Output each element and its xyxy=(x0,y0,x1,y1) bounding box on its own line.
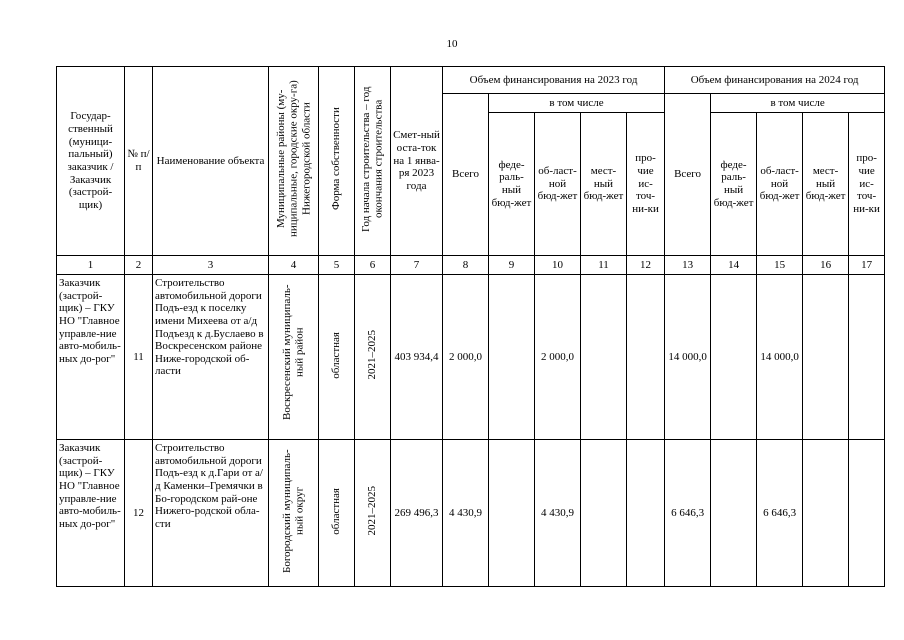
column-number: 3 xyxy=(153,256,269,275)
header-years xyxy=(355,67,391,256)
column-numbers-row xyxy=(57,256,885,275)
cell-other-2023 xyxy=(627,440,665,587)
column-number: 8 xyxy=(443,256,489,275)
cell-years xyxy=(355,275,391,440)
header-total-2023: Всего xyxy=(443,94,489,256)
cell-district-text: Богородский муниципаль-ный округ xyxy=(280,449,306,573)
cell-regional-2024: 6 646,3 xyxy=(757,440,803,587)
table-row xyxy=(57,440,885,587)
cell-customer: Заказчик (застрой-щик) – ГКУ НО "Главное управле-ние авто-мобиль-ных до-рог" xyxy=(57,440,125,587)
column-number: 6 xyxy=(355,256,391,275)
cell-ownership-text: областная xyxy=(330,331,343,379)
header-number: № п/п xyxy=(125,67,153,256)
cell-federal-2024 xyxy=(711,440,757,587)
cell-other-2023 xyxy=(627,275,665,440)
cell-object-name: Строительство автомобильной дороги Подъ-езд к поселку имени Михеева от а/д Подъезд к д.Буслаево в Воскресенском районе Ниже-городской об-ласти xyxy=(153,275,269,440)
header-funding-2024: Объем финансирования на 2024 год xyxy=(665,67,885,94)
header-including-2024: в том числе xyxy=(711,94,885,113)
cell-federal-2024 xyxy=(711,275,757,440)
header-regional-2024: об-ласт-ной бюд-жет xyxy=(757,113,803,256)
cell-local-2024 xyxy=(803,275,849,440)
column-number: 5 xyxy=(319,256,355,275)
column-number: 1 xyxy=(57,256,125,275)
column-number: 4 xyxy=(269,256,319,275)
cell-estimate: 269 496,3 xyxy=(391,440,443,587)
header-other-2024: про-чие ис-точ-ни-ки xyxy=(849,113,885,256)
header-districts-text: Муниципальные районы (му-ниципальные, городские окру-га) Нижегородской области xyxy=(274,80,312,238)
cell-number: 12 xyxy=(125,440,153,587)
cell-customer: Заказчик (застрой-щик) – ГКУ НО "Главное управле-ние авто-мобиль-ных до-рог" xyxy=(57,275,125,440)
cell-regional-2024: 14 000,0 xyxy=(757,275,803,440)
cell-federal-2023 xyxy=(489,440,535,587)
column-number: 16 xyxy=(803,256,849,275)
header-districts xyxy=(269,67,319,256)
header-object-name: Наименование объекта xyxy=(153,67,269,256)
table-row xyxy=(57,275,885,440)
header-estimate: Смет-ный оста-ток на 1 янва-ря 2023 года xyxy=(391,67,443,256)
cell-other-2024 xyxy=(849,440,885,587)
header-including-2023: в том числе xyxy=(489,94,665,113)
cell-local-2023 xyxy=(581,275,627,440)
cell-years-text: 2021–2025 xyxy=(366,486,379,536)
header-years-text: Год начала строительства – год окончания строительства xyxy=(359,86,385,232)
cell-other-2024 xyxy=(849,275,885,440)
cell-district-text: Воскресенский муниципаль-ный район xyxy=(280,284,306,420)
header-customer: Государ-ственный (муници-пальный) заказчик / Заказчик (застрой-щик) xyxy=(57,67,125,256)
cell-years xyxy=(355,440,391,587)
funding-table xyxy=(56,66,885,587)
column-number: 10 xyxy=(535,256,581,275)
column-number: 12 xyxy=(627,256,665,275)
cell-federal-2023 xyxy=(489,275,535,440)
header-local-2024: мест-ный бюд-жет xyxy=(803,113,849,256)
cell-regional-2023: 2 000,0 xyxy=(535,275,581,440)
header-other-2023: про-чие ис-точ-ни-ки xyxy=(627,113,665,256)
header-federal-2024: феде-раль-ный бюд-жет xyxy=(711,113,757,256)
cell-years-text: 2021–2025 xyxy=(366,330,379,380)
column-number: 17 xyxy=(849,256,885,275)
cell-object-name: Строительство автомобильной дороги Подъ-езд к д.Гари от а/д Каменки–Гремячки в Бо-городском рай-оне Нижего-родской обла-сти xyxy=(153,440,269,587)
column-number: 7 xyxy=(391,256,443,275)
cell-district xyxy=(269,275,319,440)
header-ownership-text: Форма собственности xyxy=(330,107,343,211)
cell-total-2023: 4 430,9 xyxy=(443,440,489,587)
column-number: 9 xyxy=(489,256,535,275)
cell-district xyxy=(269,440,319,587)
cell-total-2024: 6 646,3 xyxy=(665,440,711,587)
cell-ownership-text: областная xyxy=(330,487,343,535)
cell-local-2024 xyxy=(803,440,849,587)
column-number: 2 xyxy=(125,256,153,275)
page-number: 10 xyxy=(446,38,458,50)
cell-local-2023 xyxy=(581,440,627,587)
cell-number: 11 xyxy=(125,275,153,440)
header-total-2024: Всего xyxy=(665,94,711,256)
header-ownership xyxy=(319,67,355,256)
header-funding-2023: Объем финансирования на 2023 год xyxy=(443,67,665,94)
column-number: 15 xyxy=(757,256,803,275)
column-number: 11 xyxy=(581,256,627,275)
cell-total-2023: 2 000,0 xyxy=(443,275,489,440)
header-regional-2023: об-ласт-ной бюд-жет xyxy=(535,113,581,256)
cell-ownership xyxy=(319,275,355,440)
cell-total-2024: 14 000,0 xyxy=(665,275,711,440)
cell-ownership xyxy=(319,440,355,587)
header-local-2023: мест-ный бюд-жет xyxy=(581,113,627,256)
column-number: 13 xyxy=(665,256,711,275)
header-federal-2023: феде-раль-ный бюд-жет xyxy=(489,113,535,256)
header-row-1 xyxy=(57,67,885,94)
cell-regional-2023: 4 430,9 xyxy=(535,440,581,587)
cell-estimate: 403 934,4 xyxy=(391,275,443,440)
column-number: 14 xyxy=(711,256,757,275)
